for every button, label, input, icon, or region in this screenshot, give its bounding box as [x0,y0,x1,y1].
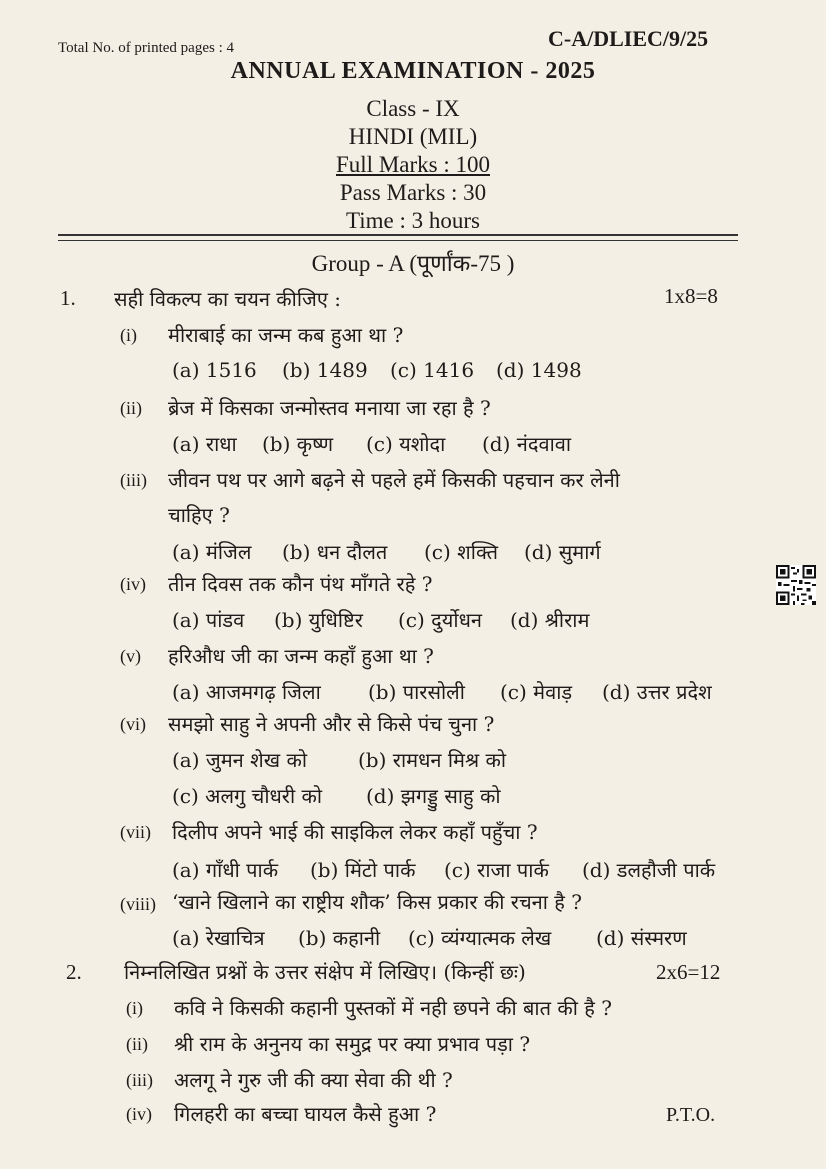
option: (b) मिंटो पार्क [310,858,416,882]
option: (d) उत्तर प्रदेश [602,680,712,704]
item-number: (iii) [120,470,147,490]
full-marks-text: Full Marks : 100 [336,152,490,177]
option: (d) 1498 [496,358,582,382]
option: (a) आजमगढ़ जिला [172,680,321,704]
option: (a) 1516 [172,358,257,382]
option: (a) जुमन शेख को [172,748,308,772]
item-number: (iii) [126,1070,153,1090]
option: (b) धन दौलत [282,540,388,564]
item-text: अलगू ने गुरु जी की क्या सेवा की थी ? [174,1068,453,1092]
option: (c) राजा पार्क [444,858,549,882]
class-label: Class - IX [366,96,460,121]
item-number: (ii) [126,1034,148,1054]
option: (c) दुर्योधन [398,608,482,632]
exam-title: ANNUAL EXAMINATION - 2025 [230,58,596,84]
item-number: (vii) [120,822,151,842]
option: (c) 1416 [390,358,475,382]
total-pages: Total No. of printed pages : 4 [58,40,234,56]
item-number: (viii) [120,894,156,914]
item-number: (vi) [120,714,146,734]
option: (d) नंदवावा [482,432,572,456]
divider [58,240,738,241]
option: (d) डलहौजी पार्क [582,858,716,882]
option: (b) 1489 [282,358,368,382]
option: (d) संस्मरण [596,926,687,950]
option: (c) व्यंग्यात्मक लेख [408,926,552,950]
item-text: ‘खाने खिलाने का राष्ट्रीय शौक’ किस प्रकार की रचना है ? [172,890,583,914]
option: (a) पांडव [172,608,245,632]
item-text: मीराबाई का जन्म कब हुआ था ? [168,323,404,347]
option: (b) कृष्ण [262,432,334,456]
item-text: श्री राम के अनुनय का समुद्र पर क्या प्रभाव पड़ा ? [174,1032,531,1056]
item-text: ब्रेज में किसका जन्मोस्तव मनाया जा रहा है ? [168,396,491,420]
option: (a) रेखाचित्र [172,926,265,950]
item-text: तीन दिवस तक कौन पंथ माँगते रहे ? [168,572,433,596]
question-marks: 2x6=12 [656,960,721,984]
option: (c) मेवाड़ [500,680,573,704]
question-text: निम्नलिखित प्रश्नों के उत्तर संक्षेप में लिखिए। (किन्हीं छः) [124,960,526,984]
item-text: कवि ने किसकी कहानी पुस्तकों में नही छपने की बात की है ? [174,996,612,1020]
full-marks [0,152,826,178]
item-number: (ii) [120,398,142,418]
option: (a) राधा [172,432,237,456]
item-number: (iv) [126,1104,152,1124]
question-text: सही विकल्प का चयन कीजिए : [114,287,342,311]
question-number: 2. [66,960,82,984]
item-number: (i) [126,998,143,1018]
group-title: Group - A (पूर्णांक-75 ) [311,251,515,276]
option: (b) रामधन मिश्र को [358,748,507,772]
item-number: (iv) [120,574,146,594]
item-text: हरिऔध जी का जन्म कहाँ हुआ था ? [168,644,434,668]
item-text: समझो साहु ने अपनी और से किसे पंच चुना ? [168,712,495,736]
option: (c) शक्ति [424,540,499,564]
option: (a) गाँधी पार्क [172,858,279,882]
question-number: 1. [60,286,76,310]
option: (d) श्रीराम [510,608,590,632]
item-text-continued: चाहिए ? [168,503,230,527]
question-marks: 1x8=8 [664,284,718,308]
item-text: जीवन पथ पर आगे बढ़ने से पहले हमें किसकी पहचान कर लेनी [168,468,620,492]
option: (b) पारसोली [368,680,465,704]
qr-code-icon [776,565,816,609]
paper-code: C-A/DLIEC/9/25 [548,26,709,51]
item-text: दिलीप अपने भाई की साइकिल लेकर कहाँ पहुँचा ? [172,820,538,844]
item-text: गिलहरी का बच्चा घायल कैसे हुआ ? [174,1102,437,1126]
divider [58,234,738,236]
option: (c) अलगु चौधरी को [172,784,323,808]
option: (d) सुमार्ग [524,540,601,564]
option: (b) कहानी [298,926,381,950]
option: (a) मंजिल [172,540,252,564]
option: (b) युधिष्टिर [274,608,363,632]
subject-label: HINDI (MIL) [348,124,478,149]
option: (c) यशोदा [366,432,446,456]
pto-label: P.T.O. [666,1104,716,1126]
pass-marks: Pass Marks : 30 [339,180,487,205]
item-number: (v) [120,646,141,666]
option: (d) झगड्डु साहु को [366,784,501,808]
item-number: (i) [120,325,137,345]
time-label: Time : 3 hours [346,208,480,233]
